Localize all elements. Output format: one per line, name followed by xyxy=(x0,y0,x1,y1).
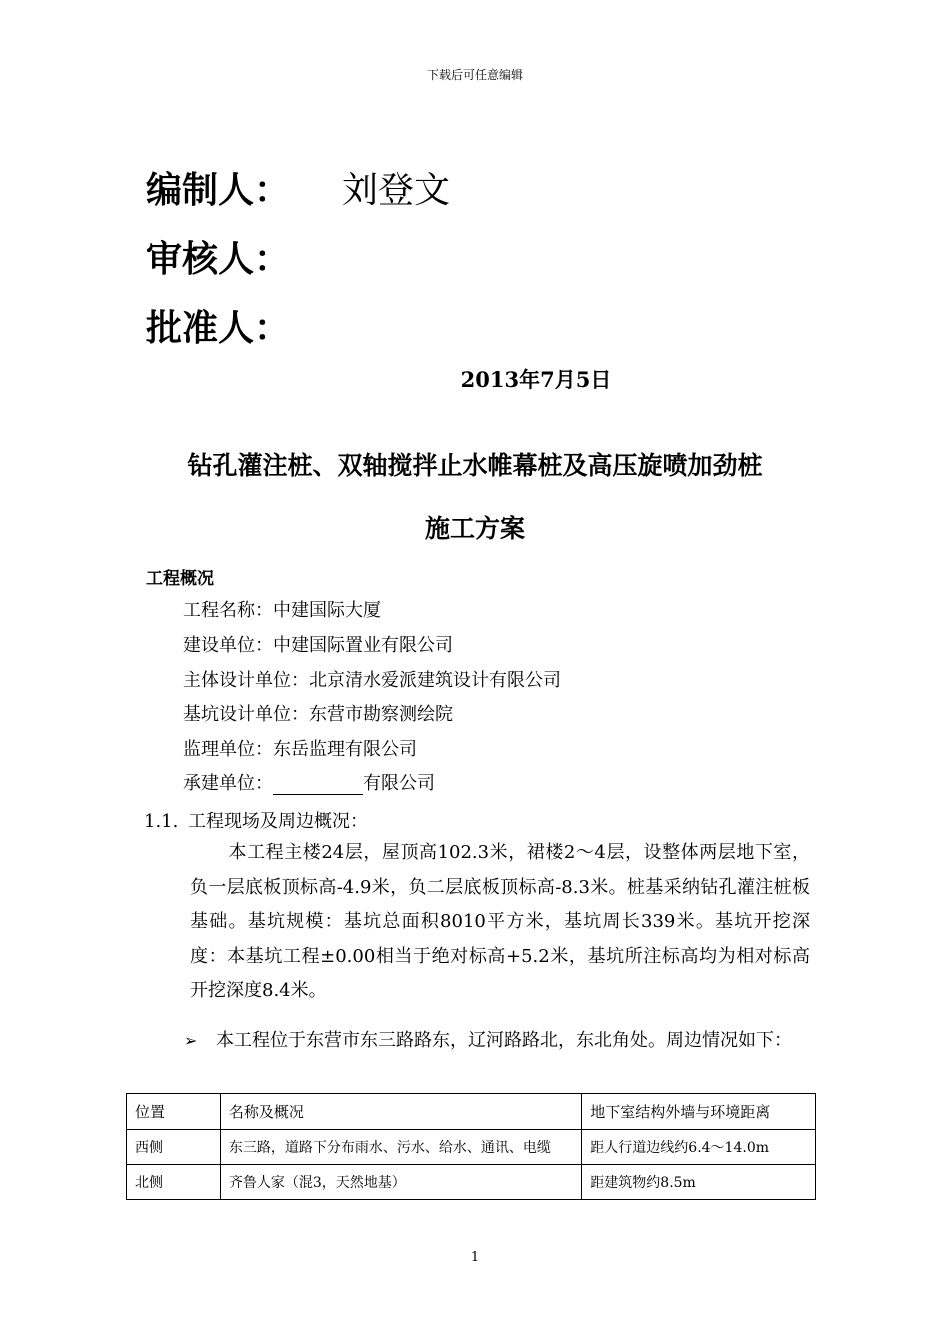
owner-unit: 建设单位：中建国际置业有限公司 xyxy=(183,635,453,656)
compiler-name: 刘登文 xyxy=(342,170,451,211)
table-cell: 距人行道边线约6.4～14.0m xyxy=(582,1130,816,1165)
bullet-text: 本工程位于东营市东三路路东，辽河路路北，东北角处。周边情况如下： xyxy=(216,1030,792,1051)
overview-paragraph xyxy=(190,836,810,1009)
approver-label: 批准人： xyxy=(146,308,291,349)
document-title-line1: 钻孔灌注桩、双轴搅拌止水帷幕桩及高压旋喷加劲桩 xyxy=(187,451,763,480)
contractor-label: 承建单位 xyxy=(183,773,255,794)
contractor-line xyxy=(183,769,435,795)
table-cell: 东三路，道路下分布雨水、污水、给水、通讯、电缆 xyxy=(220,1130,581,1165)
section-title: 工程概况 xyxy=(146,569,214,589)
contractor-colon: ： xyxy=(255,773,273,794)
project-name: 工程名称：中建国际大厦 xyxy=(183,600,381,621)
header-note: 下载后可任意编辑 xyxy=(426,68,523,82)
compiler-label: 编制人： xyxy=(146,170,291,211)
reviewer-line xyxy=(146,231,290,282)
table-header-cell: 位置 xyxy=(127,1094,221,1130)
subsection-heading xyxy=(144,807,368,833)
surroundings-table xyxy=(126,1093,816,1200)
table-cell: 齐鲁人家（混3，天然地基） xyxy=(220,1165,581,1200)
design-unit: 主体设计单位：北京清水爱派建筑设计有限公司 xyxy=(183,670,561,691)
arrow-bullet-icon: ➢ xyxy=(184,1031,198,1050)
table-header-cell: 名称及概况 xyxy=(220,1094,581,1130)
subsection-title: 工程现场及周边概况： xyxy=(188,811,368,832)
reviewer-label: 审核人： xyxy=(146,239,291,280)
document-title-line2: 施工方案 xyxy=(424,514,525,543)
contractor-blank xyxy=(273,776,363,795)
supervision-unit: 监理单位：东岳监理有限公司 xyxy=(183,739,417,760)
compiler-line xyxy=(146,162,450,213)
document-date: 2013年7月5日 xyxy=(460,367,612,392)
table-cell: 距建筑物约8.5m xyxy=(582,1165,816,1200)
table-row xyxy=(127,1165,816,1200)
approver-line xyxy=(146,300,290,351)
table-row xyxy=(127,1130,816,1165)
paragraph-text: 本工程主楼24层，屋顶高102.3米，裙楼2～4层，设整体两层地下室，负一层底板顶标高-4.9米，负二层底板顶标高-8.3米。桩基采纳钻孔灌注桩板基础。基坑规模：基坑总面积8010平方米，基坑周长339米。基坑开挖深度：本基坑工程±0.00相当于绝对标高+5.2米，基坑所注标高均为相对标高开挖深度8.4米。 xyxy=(190,842,810,1001)
table-header-row xyxy=(127,1094,816,1130)
subsection-number: 1.1. xyxy=(144,811,179,832)
contractor-suffix: 有限公司 xyxy=(363,773,435,794)
pit-design-unit: 基坑设计单位：东营市勘察测绘院 xyxy=(183,704,453,725)
table-header-cell: 地下室结构外墙与环境距离 xyxy=(582,1094,816,1130)
table-cell: 西侧 xyxy=(127,1130,221,1165)
page-number: 1 xyxy=(470,1250,480,1265)
table-cell: 北侧 xyxy=(127,1165,221,1200)
location-bullet xyxy=(184,1021,810,1061)
